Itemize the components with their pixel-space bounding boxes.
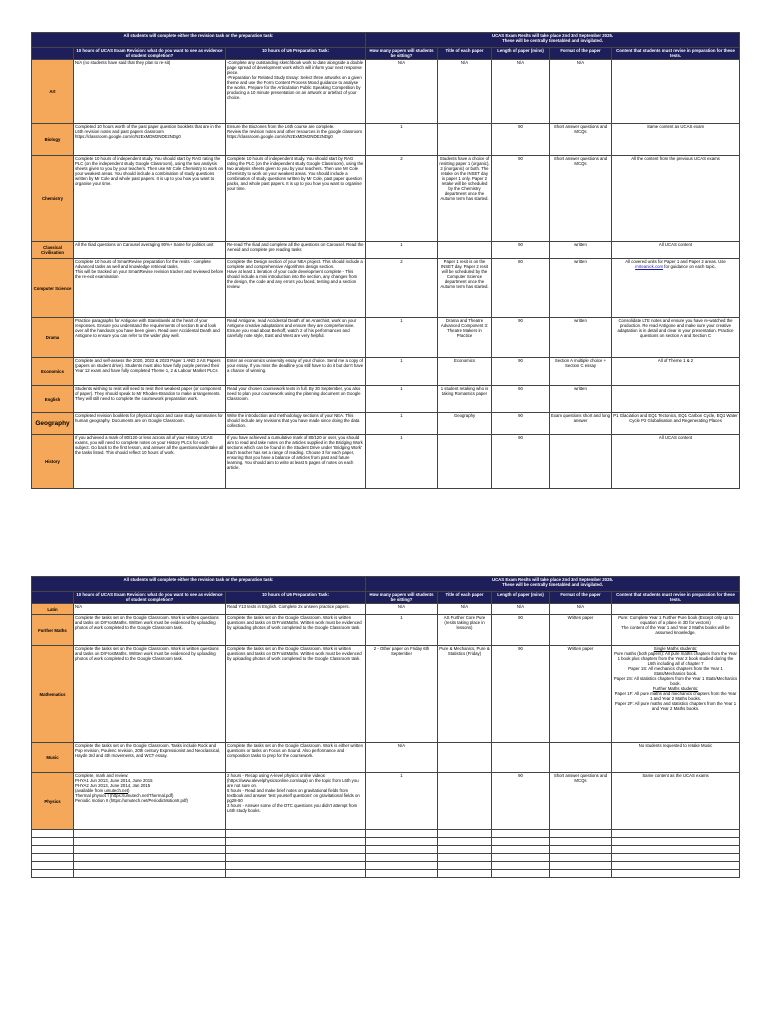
title-cell: Paper 1 resit is on the INSET day. Paper 2 resit will be scheduled by the Computer Science department once the Autumn term has started.: [438, 259, 492, 318]
prep-cell: Complete the tasks set on the Google Classroom. Work is either written questions or tasks on Focus on Sound. Also performance and composition tasks to prep for the coursework.: [226, 743, 366, 773]
revision-cell: All the Iliad questions on Carousel averaging 90%+ Same for politics unit: [74, 242, 226, 259]
format-cell: N/A: [550, 60, 612, 124]
content-cell: Same content as UCAS exam: [612, 124, 740, 156]
length-cell: [492, 743, 550, 773]
papers-cell: 1: [366, 615, 438, 646]
empty-row: [32, 862, 740, 870]
table-row: [32, 386, 740, 413]
prep-cell: Complete the Design section of your NEA project. This should include a complete and comprehensive Algorithms design section. Have at least 1 iteration of your code development complete - This should include a mini introduction into the section, any changes from the design, the code and any errors you faced, testing and a section review.: [226, 259, 366, 318]
header-cell: Title of each paper: [438, 48, 492, 60]
title-cell: Economics: [438, 358, 492, 386]
format-cell: Written paper: [550, 646, 612, 743]
prep-cell: Enter an economics university essay of your choice. Send me a copy of your essay. If you miss the deadline you still have to do it but don't have a chance of winning.: [226, 358, 366, 386]
subject-cell: Music: [32, 743, 74, 773]
title-cell: N/A: [438, 60, 492, 124]
format-cell: Written paper: [550, 615, 612, 646]
header-cell: [32, 48, 74, 60]
length-cell: 90: [492, 615, 550, 646]
content-cell: No students requested to retake Music: [612, 743, 740, 773]
title-cell: Drama and Theatre Advanced Component 3: Theatre Makers in Practice: [438, 318, 492, 358]
prep-cell: Re-read The Iliad and complete all the questions on Carousel. Read the Aeneid and complete pre reading tasks: [226, 242, 366, 259]
prep-cell: Complete 10 hours of independent study. You should start by RAG rating the PLC (on the independent study Google Classroom), using the two analysis sheets given to you by your teachers. Then use Mr Cole Chemistry to work on your weakest areas. You should include a combination of study questions written by Mr Cole, past paper question packs, and whole past papers. It is up to you how you want to organise your time.: [226, 156, 366, 242]
format-cell: written: [550, 386, 612, 413]
content-cell: Consolidate LTE notes and ensure you have re-watched the production. Re read Antigone and make sure your creative adaptation is in detail and clear in your presentation. Practice questions on section A and Section C: [612, 318, 740, 358]
prep-cell: Complete the tasks set on the Google Classroom. Work is written questions and tasks on DrFrostMaths. Written work must be evidenced by uploading photos of work completed to the Google Classroom task.: [226, 615, 366, 646]
revision-cell: Students wishing to resit will need to resit their weakest paper (or component of paper). They should speak to Mr Rhodes-Brandon to make arrangements. They will still need to complete the coursework preparation work.: [74, 386, 226, 413]
header-cell: Format of the paper: [550, 48, 612, 60]
content-cell: Single Maths students: Pure maths (both papers): All pure maths chapters from the Year 1 book plus chapters from the Year 2 book studied during the L6th including all of chapter 7 Paper 1S: All mechanics chapters from the Year 1 Stats/Mechanics book. Paper 2S: All statistics chapters from the Year 1 Stats/Mechanics book. Further Maths students: Paper 1F: All pure maths and mechanics chapters from the Year 1 and Year 2 Maths books. Paper 2F: All pure maths and statistics chapters from the Year 1 and Year 2 Maths books.: [612, 646, 740, 743]
header-cell: Content that students must revise in preparation for these tests.: [612, 48, 740, 60]
revision-cell: Practice paragraphs for Antigone with Stanislavski at the heart of your responses. Ensure you understand the requirements of section B and look over all the handouts you have been given. Read over Accidental Death and Antigone to ensure you can refer to the wider play well.: [74, 318, 226, 358]
header-cell: Format of the paper: [550, 592, 612, 604]
length-cell: N/A: [492, 60, 550, 124]
papers-cell: 1: [366, 435, 438, 489]
subject-cell: Chemistry: [32, 156, 74, 242]
papers-cell: 1: [366, 773, 438, 830]
format-cell: written: [550, 318, 612, 358]
subject-cell: Physics: [32, 773, 74, 830]
papers-cell: 1: [366, 318, 438, 358]
title-cell: Students have a choice of resitting paper 1 (organic), 2 (inorganic) or both. The retake on the INSET day is paper 1 only. Paper 2 retake will be scheduled by the Chemistry department once the Autumn term has started.: [438, 156, 492, 242]
content-cell: Pure: Complete Year 1 Further Pure book (Except only up to equation of a plane in 3D for vectors) The content of the Year 1 and Year 2 Maths books will be assumed knowledge.: [612, 615, 740, 646]
format-cell: [550, 743, 612, 773]
length-cell: 60: [492, 386, 550, 413]
table-row: [32, 413, 740, 435]
revision-cell: Complete and self-assess the 2020, 2022 & 2023 Paper 1 AND 2 AS Papers (papers on student drive). Students must also have fully purple penned their Year 12 exam and have fully completed Theme 1, 2 & Labour Market PLCs: [74, 358, 226, 386]
subject-cell: English: [32, 386, 74, 413]
subject-cell: Drama: [32, 318, 74, 358]
table-row: [32, 615, 740, 646]
content-cell: [612, 604, 740, 615]
content-cell: All UCAS content: [612, 435, 740, 489]
subject-cell: Latin: [32, 604, 74, 615]
empty-row: [32, 854, 740, 862]
revision-cell: N/A (no students have said that they plan to re-sit): [74, 60, 226, 124]
length-cell: 90: [492, 413, 550, 435]
empty-row: [32, 870, 740, 878]
table-row: [32, 156, 740, 242]
content-cell: P1 Glaciation and EQ1 Tectonics, EQ1 Carbon Cycle, EQ1 Water Cycle P2 Globalisation and Regenerating Places: [612, 413, 740, 435]
table-row: [32, 646, 740, 743]
revision-cell: Complete, mark and review: PHYA1 Jun 2013, June 2014, June 2015 PHYA2 Jun 2013, June 2014, Jan 2015 (available from umutech.net) Thermal physics I (https://umutech.net/Thermal.pdf) Periodic motion II (https://umutech.net/PeriodicMotionII.pdf): [74, 773, 226, 830]
subject-cell: Computer Science: [32, 259, 74, 318]
content-cell: [612, 386, 740, 413]
content-cell: All the content from the previous UCAS exams: [612, 156, 740, 242]
banner-right: UCAS Exam Reslts will take place 2nd 3rd September 2025. These will be centrally timetabled and invigilated.: [366, 577, 740, 592]
papers-cell: N/A: [366, 604, 438, 615]
format-cell: written: [550, 259, 612, 318]
prep-cell: Read Antigone, read Accidental Death of an Anarchist, work on your Antigone creative adaptations and ensure they are comprehensive. Ensure you read about Berkoff, watch 2 of his performances and carefully note style, East and West are very helpful.: [226, 318, 366, 358]
papers-cell: 1: [366, 124, 438, 156]
header-cell: How many papers will students be sitting?: [366, 592, 438, 604]
banner-left: All students will complete either the revision task or the preparation task:: [32, 577, 366, 592]
revision-cell: Complete 10 hours of independent study. You should start by RAG rating the PLC (on the independent study Google Classroom), using the two analysis sheets given to you by your teachers. Then use Mr Cole Chemistry to work on your weakest areas. You should include a combination of study questions written by Mr Cole and whole past papers. It is up to you how you want to organise your time.: [74, 156, 226, 242]
header-cell: Title of each paper: [438, 592, 492, 604]
length-cell: 90: [492, 358, 550, 386]
length-cell: 90: [492, 242, 550, 259]
title-cell: Pure & Mechanics, Pure & Statistics (Friday): [438, 646, 492, 743]
title-cell: N/A: [438, 604, 492, 615]
banner-right: UCAS Exam Reslts will take place 2nd 3rd September 2025. These will be centrally timetabled and invigilated.: [366, 33, 740, 48]
prep-cell: Read Y13 texts in English. Complete 2x unseen practice papers.: [226, 604, 366, 615]
papers-cell: 2 - Other paper on Friday 6th September: [366, 646, 438, 743]
revision-table-1: [31, 32, 740, 489]
title-cell: [438, 435, 492, 489]
revision-cell: Completed revision booklets for physical topics and case study summaries for human geography. Documents are on Google Classroom.: [74, 413, 226, 435]
papers-cell: 1: [366, 242, 438, 259]
papers-cell: 1: [366, 358, 438, 386]
length-cell: 90: [492, 435, 550, 489]
header-cell: [32, 592, 74, 604]
table-row: [32, 124, 740, 156]
content-cell: [612, 60, 740, 124]
length-cell: N/A: [492, 604, 550, 615]
table-row: [32, 358, 740, 386]
subject-cell: Economics: [32, 358, 74, 386]
prep-cell: -Complete any outstanding sketchbook work to date alongside a double page spread of development work which will inform your next response piece. -Preparation for Related Study Essay: Select three artworks on a given theme and use the Form Content Process Mood guidance to analyse the works. Prepare for the Articulation Public Speaking Competition by producing a 10 minute presentation on an artwork or artefact of your choice.: [226, 60, 366, 124]
header-cell: 10 hours of U6 Preparation Task:: [226, 592, 366, 604]
content-cell: Same content as the UCAS exams: [612, 773, 740, 830]
length-cell: 90: [492, 318, 550, 358]
empty-row: [32, 838, 740, 846]
prep-cell: If you have achieved a cumulative mark of 80/120 or over, you should aim to read and take notes on the articles supplied in the Bridging Work sections which can be found in the Student Drive under 'Bridging Work' Each teacher has set a range of reading. Choose 3 for each paper, ensuring that you have a balance of articles from past and future learning. You should aim to write at least 5 pages of notes on each article.: [226, 435, 366, 489]
content-cell: All of Theme 1 & 2: [612, 358, 740, 386]
prep-cell: Write the introduction and methodology sections of your NEA. This should include any revisions that you have made since doing the data collection.: [226, 413, 366, 435]
table-row: [32, 773, 740, 830]
table-row: [32, 743, 740, 773]
subject-cell: Classical Civilisation: [32, 242, 74, 259]
title-cell: AS Further Core Pure (resits taking place in lessons): [438, 615, 492, 646]
header-cell: 10 hours of UCAS Exam Revision: what do you want to see as evidence of student completion?: [74, 592, 226, 604]
format-cell: [550, 435, 612, 489]
table-row: [32, 318, 740, 358]
length-cell: 90: [492, 124, 550, 156]
title-cell: Geography: [438, 413, 492, 435]
format-cell: written: [550, 242, 612, 259]
revision-cell: Completed 10 hours worth of the past paper question booklets that are in the L6th revision notes and past papers classroom https://classroom.google.com/c/NzExMDM2NDE2NDg0: [74, 124, 226, 156]
title-cell: [438, 743, 492, 773]
umutech-link[interactable]: umutech.net: [104, 788, 129, 793]
revision-cell: Complete the tasks set on the Google Classroom. Work is written questions and tasks on DrFrostMaths. Written work must be evidenced by uploading photos of work completed to the Google Classroom task.: [74, 646, 226, 743]
length-cell: 90: [492, 646, 550, 743]
header-cell: Length of paper (mins): [492, 48, 550, 60]
format-cell: Short answer questions and MCQs: [550, 773, 612, 830]
title-cell: [438, 242, 492, 259]
format-cell: Short answer questions and MCQs: [550, 124, 612, 156]
banner-left: All students will complete either the revision task or the preparation task:: [32, 33, 366, 48]
mrteanick-link[interactable]: mrteanick.com: [635, 264, 664, 269]
format-cell: N/A: [550, 604, 612, 615]
content-cell: All covered units for Paper 1 and Paper 2 areas. Use mrteanick.com for guidance on each topic.: [612, 259, 740, 318]
header-cell: Length of paper (mins): [492, 592, 550, 604]
papers-cell: 2: [366, 156, 438, 242]
header-cell: Content that students must revise in preparation for these tests.: [612, 592, 740, 604]
title-cell: [438, 773, 492, 830]
prep-cell: Complete the tasks set on the Google Classroom. Work is written questions and tasks on DrFrostMaths. Written work must be evidenced by uploading photos of work completed to the Google Classroom task.: [226, 646, 366, 743]
length-cell: 90: [492, 773, 550, 830]
subject-cell: Biology: [32, 124, 74, 156]
table-row: [32, 259, 740, 318]
subject-cell: Mathematics: [32, 646, 74, 743]
format-cell: Section A multiple choice + Section C essay: [550, 358, 612, 386]
papers-cell: 2: [366, 259, 438, 318]
subject-cell: Further Maths: [32, 615, 74, 646]
papers-cell: N/A: [366, 60, 438, 124]
title-cell: [438, 124, 492, 156]
revision-table-2: [31, 576, 740, 878]
header-cell: 10 hours of U6 Preparation Task:: [226, 48, 366, 60]
papers-cell: N/A: [366, 743, 438, 773]
format-cell: Short answer questions and MCQs: [550, 156, 612, 242]
subject-cell: Art: [32, 60, 74, 124]
empty-row: [32, 830, 740, 838]
table-row: [32, 242, 740, 259]
format-cell: Exam questions short and long answer: [550, 413, 612, 435]
prep-cell: Ensure the Biozones from the L6th course are complete. Review the revision notes and other resources in the google classroom https://classroom.google.com/c/NzExMDM2NDE2NDg0: [226, 124, 366, 156]
revision-cell: Complete 10 hours of SmartRevise preparation for the resits - complete Advanced tasks as well and knowledge retrieval tasks. This will be tracked on your SmartRevise revision tracker and reviewed before the re-exit examination: [74, 259, 226, 318]
empty-row: [32, 846, 740, 854]
subject-cell: History: [32, 435, 74, 489]
table-row: [32, 604, 740, 615]
revision-cell: N/A: [74, 604, 226, 615]
revision-cell: Complete the tasks set on the Google Classroom. Work is written questions and tasks on DrFrostMaths. Written work must be evidenced by uploading photos of work completed to the Google Classroom task.: [74, 615, 226, 646]
header-cell: How many papers will students be sitting?: [366, 48, 438, 60]
revision-cell: If you achieved a mark of 80/120 or less across all of your History UCAS exams, you will need to complete notes on your History PLCs for each subject. Go back to the first lesson, and answer all the questions/undertake all the tasks listed. This should reflect 10 hours of work.: [74, 435, 226, 489]
revision-cell: Complete the tasks set on the Google Classroom. Tasks include Rock and Pop revision, Poulenc revision, 20th century Expressionist and Neoclassical, Haydn 3rd and 4th movements, and WCT essay.: [74, 743, 226, 773]
title-cell: 1 student retaking who is taking Romantics paper: [438, 386, 492, 413]
prep-cell: Read your chosen coursework texts in full. By 30 September, you also need to plan your coursework using the planning document on Google Classroom.: [226, 386, 366, 413]
papers-cell: 1: [366, 386, 438, 413]
header-cell: 10 hours of UCAS Exam Revision: what do you want to see as evidence of student completion?: [74, 48, 226, 60]
table-row: [32, 60, 740, 124]
length-cell: 90: [492, 156, 550, 242]
prep-cell: 2 hours - Recap using A-level physics online videos (https://www.alevelphysicsonline.com/aqa) on the topic from L6th you are not sure on. 5 hours - Read and make brief notes on gravitational fields from textbook and answer 'test yourself questions' on gravitational fields on pg28-50 3 hours - Answer some of the DTC questions you didn't attempt from L6th study books.: [226, 773, 366, 830]
length-cell: 80: [492, 259, 550, 318]
content-cell: All UCAS content: [612, 242, 740, 259]
table-row: [32, 435, 740, 489]
papers-cell: 1: [366, 413, 438, 435]
subject-cell: Geography: [32, 413, 74, 435]
